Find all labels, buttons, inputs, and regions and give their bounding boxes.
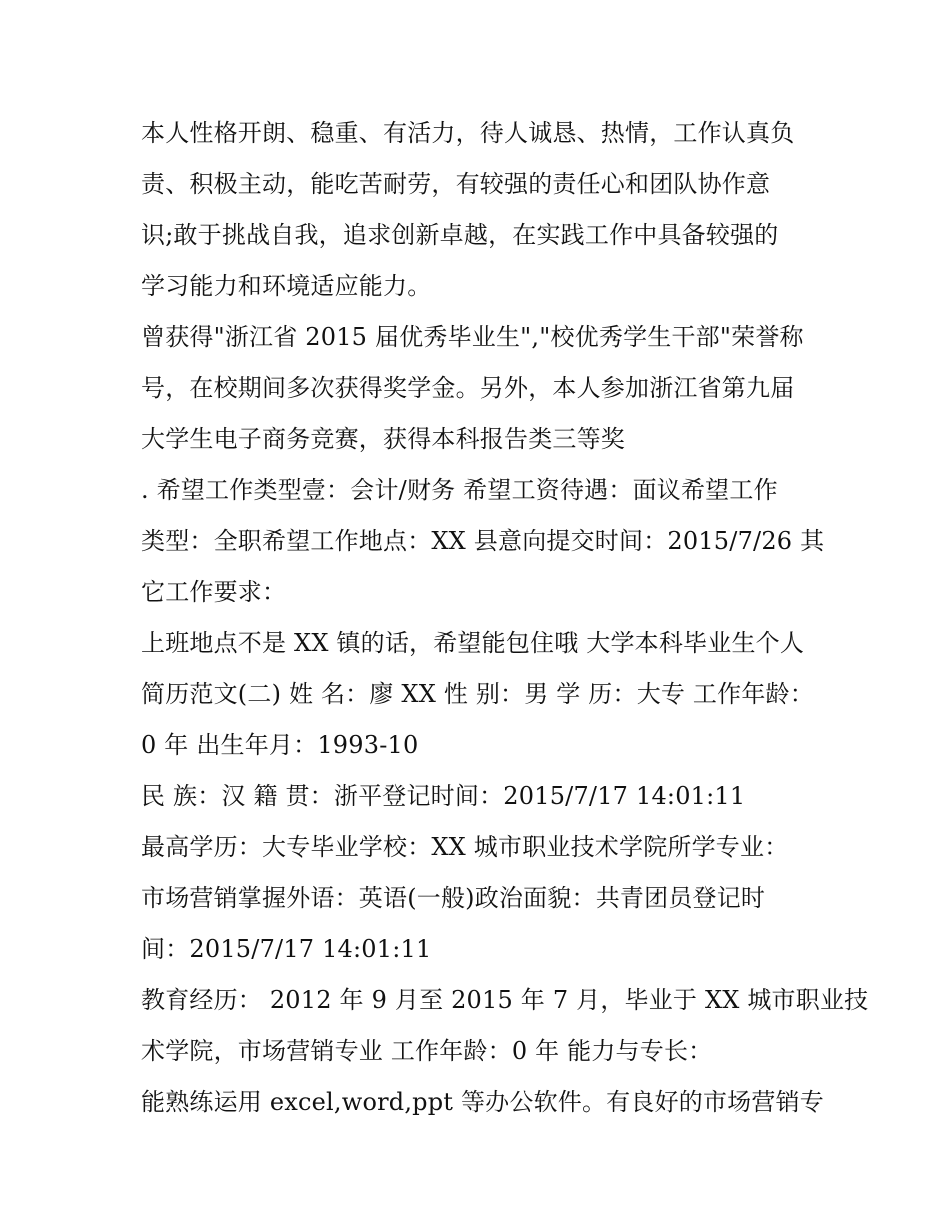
text-line: 间：2015/7/17 14:01:11 [141,935,432,963]
text-line: 类型：全职希望工作地点：XX 县意向提交时间：2015/7/26 其 [141,527,825,555]
text-line: 民 族：汉 籍 贯：浙平登记时间：2015/7/17 14:01:11 [141,782,746,810]
text-line: 学习能力和环境适应能力。 [141,272,432,300]
text-line: 教育经历： 2012 年 9 月至 2015 年 7 月，毕业于 XX 城市职业技 [141,986,869,1014]
text-line: 识;敢于挑战自我，追求创新卓越，在实践工作中具备较强的 [141,221,779,249]
text-line: 术学院，市场营销专业 工作年龄：0 年 能力与专长： [141,1037,713,1065]
text-line: 本人性格开朗、稳重、有活力，待人诚恳、热情，工作认真负 [141,119,795,147]
text-line: 能熟练运用 excel,word,ppt 等办公软件。有良好的市场营销专 [141,1088,824,1116]
text-line: 0 年 出生年月：1993-10 [141,731,419,759]
text-line: 号，在校期间多次获得奖学金。另外，本人参加浙江省第九届 [141,374,795,402]
text-line: 市场营销掌握外语：英语(一般)政治面貌：共青团员登记时 [141,884,766,912]
text-line: 上班地点不是 XX 镇的话，希望能包住哦 大学本科毕业生个人 [141,629,805,657]
text-line: 简历范文(二) 姓 名：廖 XX 性 别：男 学 历：大专 工作年龄： [141,680,814,708]
text-line: 大学生电子商务竞赛，获得本科报告类三等奖 [141,425,625,453]
document-page [141,108,869,1128]
text-line: 最高学历：大专毕业学校：XX 城市职业技术学院所学专业： [141,833,789,861]
text-line: 它工作要求： [141,578,287,606]
text-line: . 希望工作类型壹：会计/财务 希望工资待遇：面议希望工作 [141,476,778,504]
text-line: 曾获得"浙江省 2015 届优秀毕业生","校优秀学生干部"荣誉称 [141,323,804,351]
text-line: 责、积极主动，能吃苦耐劳，有较强的责任心和团队协作意 [141,170,771,198]
